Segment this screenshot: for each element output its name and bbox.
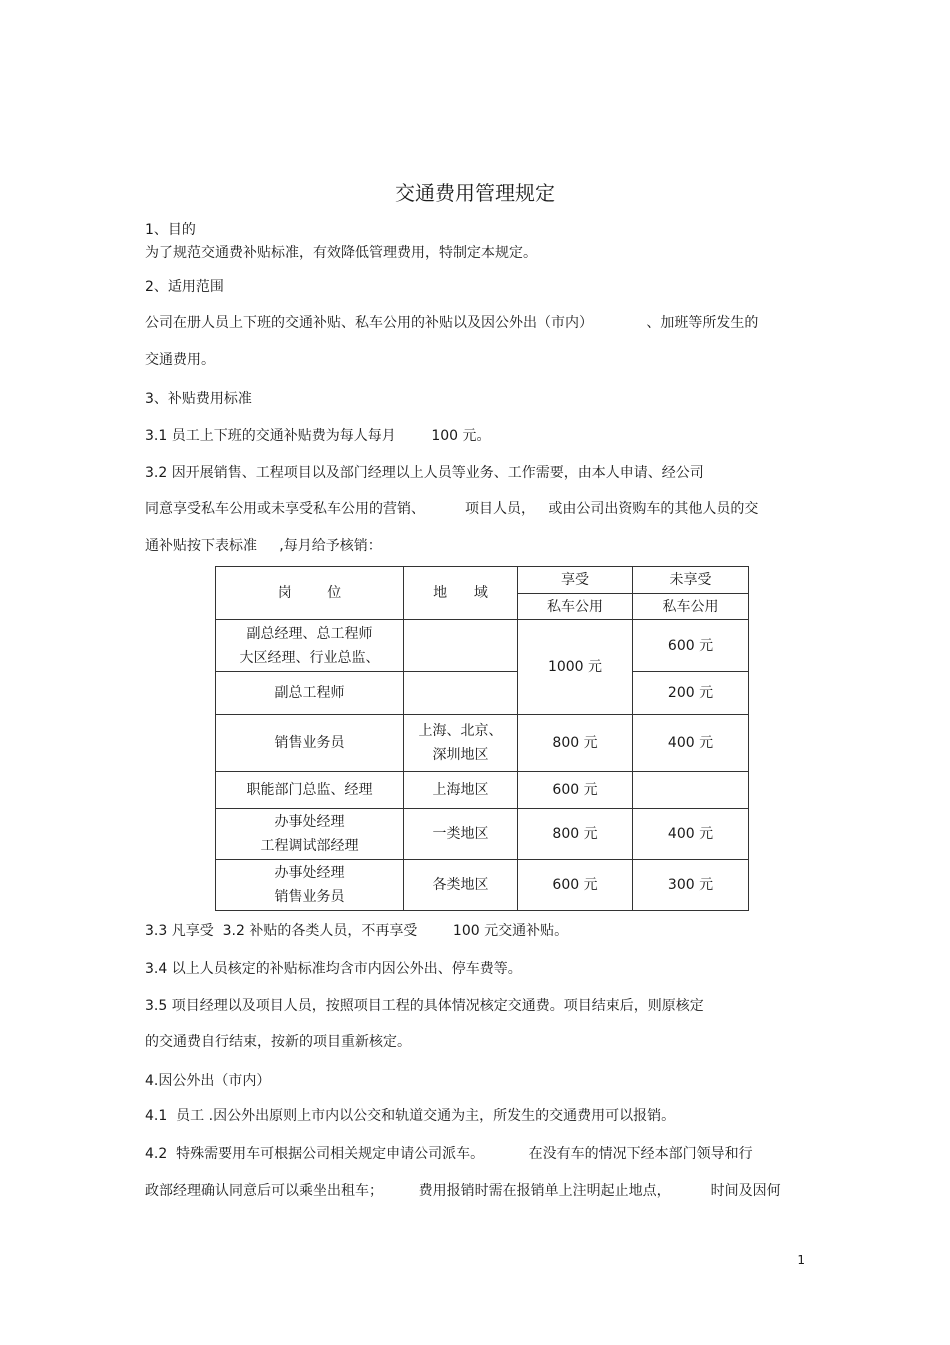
header-not-enjoy-bottom: 私车公用 (633, 594, 749, 620)
table-row (216, 809, 749, 860)
cell-region: 一类地区 (404, 809, 518, 860)
clause-3-5-line-1: 3.5 项目经理以及项目人员，按照项目工程的具体情况核定交通费。项目结束后，则原核定 (145, 998, 704, 1014)
cell-position: 办事处经理 销售业务员 (216, 860, 404, 911)
cell-enjoy: 800 元 (518, 809, 633, 860)
section-2-heading: 2、适用范围 (145, 279, 224, 295)
section-1-heading: 1、目的 (145, 222, 196, 238)
table-row (216, 860, 749, 911)
header-position: 岗 位 (216, 567, 404, 620)
table-row (216, 672, 749, 715)
section-3-heading: 3、补贴费用标准 (145, 391, 252, 407)
cell-enjoy: 600 元 (518, 772, 633, 809)
cell-region: 各类地区 (404, 860, 518, 911)
section-2-body-line-1: 公司在册人员上下班的交通补贴、私车公用的补贴以及因公外出（市内） 、加班等所发生的 (145, 315, 759, 331)
table-row (216, 715, 749, 772)
header-not-enjoy-top: 未享受 (633, 567, 749, 594)
clause-4-2-line-2: 政部经理确认同意后可以乘坐出租车； 费用报销时需在报销单上注明起止地点， 时间及因何 (145, 1183, 781, 1199)
table-row (216, 772, 749, 809)
table-row (216, 620, 749, 672)
cell-position: 办事处经理 工程调试部经理 (216, 809, 404, 860)
cell-not-enjoy: 600 元 (633, 620, 749, 672)
clause-3-2-line-2: 同意享受私车公用或未享受私车公用的营销、 项目人员， 或由公司出资购车的其他人员的交 (145, 501, 759, 517)
document-title: 交通费用管理规定 (395, 181, 555, 205)
page-number: 1 (797, 1253, 805, 1267)
header-enjoy-top: 享受 (518, 567, 633, 594)
cell-region: 上海地区 (404, 772, 518, 809)
cell-region (404, 672, 518, 715)
clause-3-2-line-1: 3.2 因开展销售、工程项目以及部门经理以上人员等业务、工作需要，由本人申请、经公司 (145, 465, 704, 481)
subsidy-table (215, 566, 749, 911)
cell-not-enjoy: 400 元 (633, 715, 749, 772)
section-4-heading: 4.因公外出（市内） (145, 1073, 271, 1089)
header-region: 地 域 (404, 567, 518, 620)
cell-not-enjoy: 200 元 (633, 672, 749, 715)
cell-position: 副总工程师 (216, 672, 404, 715)
cell-enjoy: 600 元 (518, 860, 633, 911)
section-1-body: 为了规范交通费补贴标准，有效降低管理费用，特制定本规定。 (145, 245, 537, 261)
clause-3-3: 3.3 凡享受 3.2 补贴的各类人员，不再享受 100 元交通补贴。 (145, 923, 569, 939)
clause-3-2-line-3: 通补贴按下表标准 ,每月给予核销： (145, 538, 382, 554)
cell-not-enjoy: 400 元 (633, 809, 749, 860)
cell-enjoy: 800 元 (518, 715, 633, 772)
cell-enjoy: 1000 元 (518, 620, 633, 715)
cell-region: 上海、北京、 深圳地区 (404, 715, 518, 772)
clause-4-1: 4.1 员工 .因公外出原则上市内以公交和轨道交通为主，所发生的交通费用可以报销。 (145, 1108, 676, 1124)
clause-3-4: 3.4 以上人员核定的补贴标准均含市内因公外出、停车费等。 (145, 961, 522, 977)
cell-region (404, 620, 518, 672)
cell-not-enjoy: 300 元 (633, 860, 749, 911)
cell-not-enjoy (633, 772, 749, 809)
clause-3-5-line-2: 的交通费自行结束，按新的项目重新核定。 (145, 1034, 411, 1050)
clause-3-1: 3.1 员工上下班的交通补贴费为每人每月 100 元。 (145, 428, 491, 444)
header-enjoy-bottom: 私车公用 (518, 594, 633, 620)
cell-position: 副总经理、总工程师 大区经理、行业总监、 (216, 620, 404, 672)
cell-position: 销售业务员 (216, 715, 404, 772)
cell-position: 职能部门总监、经理 (216, 772, 404, 809)
clause-4-2-line-1: 4.2 特殊需要用车可根据公司相关规定申请公司派车。 在没有车的情况下经本部门领导和行 (145, 1146, 753, 1162)
section-2-body-line-2: 交通费用。 (145, 352, 215, 368)
